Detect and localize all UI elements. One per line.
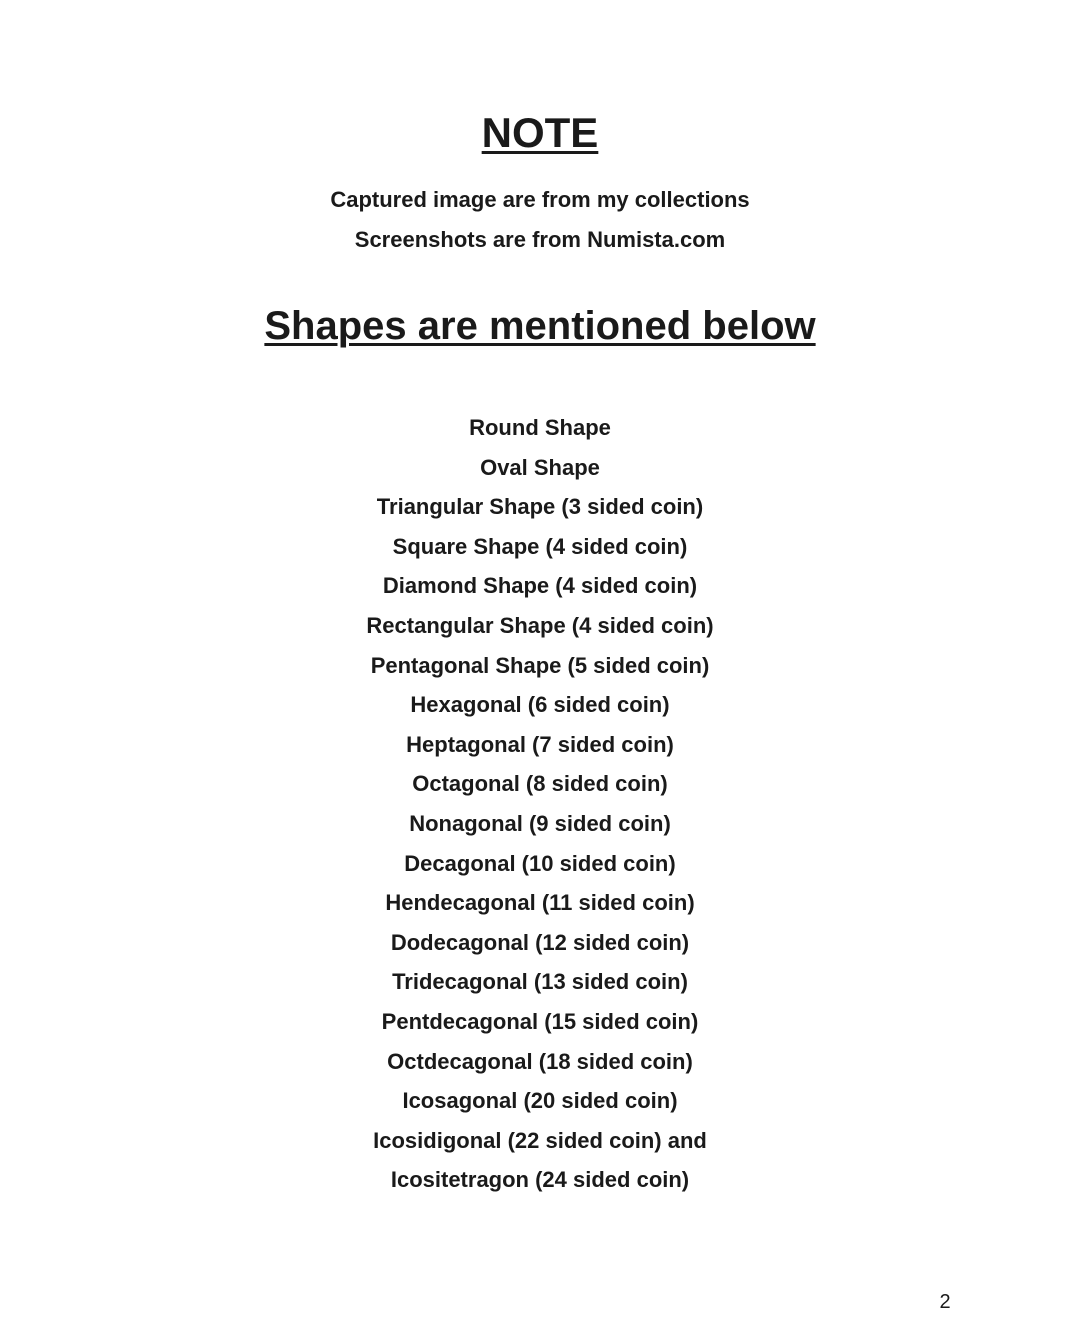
shape-item: Icositetragon (24 sided coin) (390, 1167, 690, 1193)
shape-item: Oval Shape (480, 454, 600, 480)
shape-item: Octdecagonal (18 sided coin) (387, 1048, 693, 1074)
shape-item: Diamond Shape (4 sided coin) (382, 573, 698, 599)
shape-item: Octagonal (8 sided coin) (412, 771, 668, 797)
note-title: NOTE (481, 109, 599, 156)
shape-item: Tridecagonal (13 sided coin) (392, 969, 688, 995)
shape-item: Dodecagonal (12 sided coin) (390, 929, 690, 955)
note-line: Screenshots are from Numista.com (354, 227, 726, 252)
shape-item: Hendecagonal (11 sided coin) (385, 890, 695, 916)
shape-item: Hexagonal (6 sided coin) (410, 692, 670, 718)
shape-item: Pentdecagonal (15 sided coin) (381, 1008, 699, 1034)
shape-item: Rectangular Shape (4 sided coin) (366, 612, 714, 638)
shape-item: Icosagonal (20 sided coin) (402, 1088, 678, 1114)
shape-item: Round Shape (469, 415, 611, 440)
shapes-heading: Shapes are mentioned below (264, 304, 816, 348)
note-line: Captured image are from my collections (330, 187, 750, 212)
shape-item: Heptagonal (7 sided coin) (406, 731, 674, 757)
page-number: 2 (939, 1291, 951, 1313)
shape-item: Square Shape (4 sided coin) (392, 533, 688, 559)
shape-item: Nonagonal (9 sided coin) (409, 810, 671, 836)
shape-item: Decagonal (10 sided coin) (404, 850, 676, 876)
shape-item: Icosidigonal (22 sided coin) and (373, 1127, 707, 1153)
note-lines (0, 180, 1080, 260)
shape-list (0, 408, 1080, 1200)
shape-item: Triangular Shape (3 sided coin) (376, 494, 704, 520)
shape-item: Pentagonal Shape (5 sided coin) (370, 652, 710, 678)
